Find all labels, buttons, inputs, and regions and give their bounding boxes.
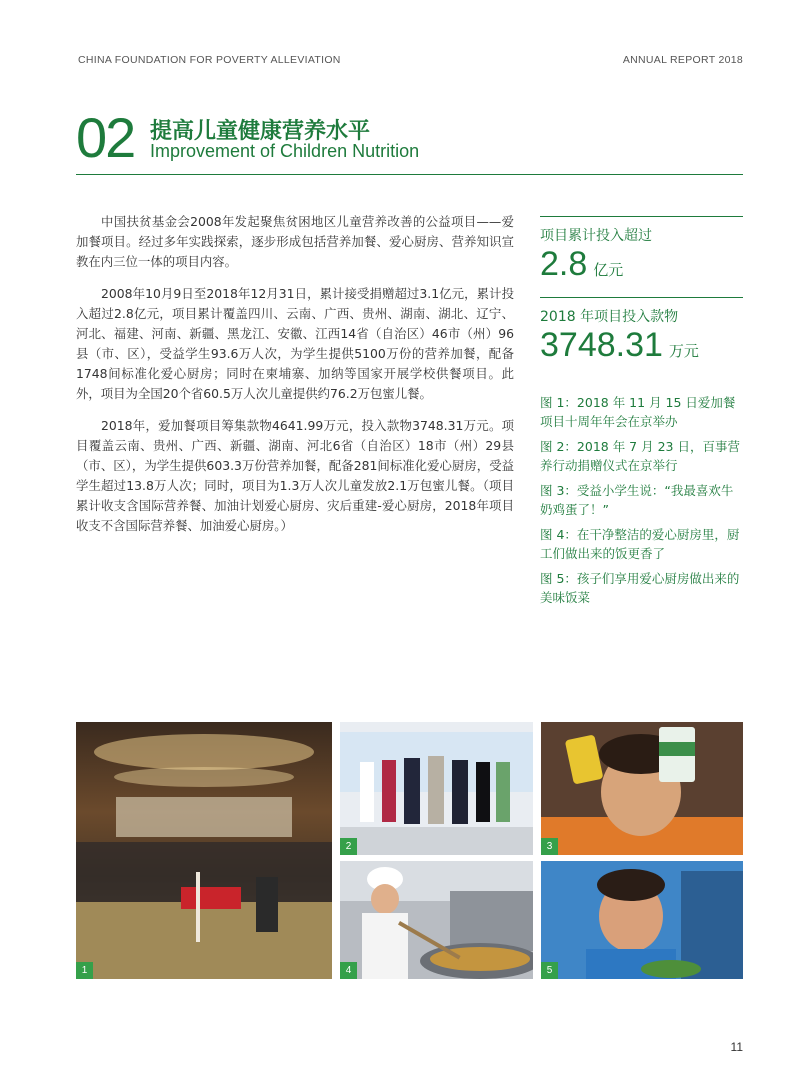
title-divider: [76, 174, 743, 175]
header-organization: CHINA FOUNDATION FOR POVERTY ALLEVIATION: [78, 54, 341, 66]
paragraph-cumulative: 2008年10月9日至2018年12月31日，累计接受捐赠超过3.1亿元，累计投入超过2.8亿元，项目累计覆盖四川、云南、广西、贵州、湖南、湖北、辽宁、河北、福建、河南、新疆、黑龙江、安徽、江西14省（自治区）46市（州）96县（市、区），受益学生93.6万人次，为学生提供5100万份的营养加餐，配备1748间标准化爱心厨房；同时在柬埔寨、加纳等国家开展学校供餐项目。此外，项目为全国20个省60.5万人次儿童提供约76.2万包蜜儿餐。: [76, 286, 514, 401]
stat-value: 2.8: [540, 245, 588, 283]
section-title-cn: 提高儿童健康营养水平: [150, 119, 371, 144]
caption-1: 图 1：2018 年 11 月 15 日爱加餐项目十周年年会在京举办: [540, 395, 736, 429]
caption-4: 图 4：在干净整洁的爱心厨房里，厨工们做出来的饭更香了: [540, 527, 740, 561]
stat-divider: [540, 297, 743, 298]
photo-number-badge: 4: [340, 962, 357, 979]
photo-5-image: [541, 861, 743, 979]
section-title-en: Improvement of Children Nutrition: [150, 141, 420, 161]
photo-captions: [540, 393, 743, 613]
photo-2-image: [340, 722, 533, 855]
body-text: [76, 212, 514, 548]
stat-value: 3748.31: [540, 326, 663, 364]
stat-unit: 万元: [668, 342, 699, 360]
photo-anniversary-event: [76, 722, 332, 979]
stat-block-cumulative: [540, 216, 743, 284]
photo-number-badge: 1: [76, 962, 93, 979]
photo-number-badge: 2: [340, 838, 357, 855]
photo-4-image: [340, 861, 533, 979]
photo-donation-ceremony: [340, 722, 533, 855]
photo-1-image: [76, 722, 332, 979]
caption-2: 图 2：2018 年 7 月 23 日，百事营养行动捐赠仪式在京举行: [540, 439, 740, 473]
page-number: 11: [730, 1040, 743, 1054]
stat-label: 项目累计投入超过: [540, 228, 652, 244]
stat-value-row: [540, 245, 743, 284]
photo-number-badge: 3: [541, 838, 558, 855]
stat-value-row: [540, 326, 743, 365]
stat-unit: 亿元: [593, 261, 624, 279]
section-number: 02: [76, 106, 135, 169]
photo-kitchen-cook: [340, 861, 533, 979]
stat-block-2018: [540, 297, 743, 365]
caption-5: 图 5：孩子们享用爱心厨房做出来的美味饭菜: [540, 571, 740, 605]
paragraph-2018: 2018年，爱加餐项目筹集款物4641.99万元，投入款物3748.31万元。项目覆盖云南、贵州、广西、新疆、湖南、河北6省（自治区）18市（州）29县（市、区），为学生提供603.3万份营养加餐，配备281间标准化爱心厨房，受益学生超过13.8万人次；同时，项目为1.3万人次儿童发放2.1万包蜜儿餐。（项目累计收支含国际营养餐、加油计划爱心厨房、灾后重建-爱心厨房，2018年项目收支不含国际营养餐、加油爱心厨房。）: [76, 418, 514, 533]
photo-3-image: [541, 722, 743, 855]
stat-divider: [540, 216, 743, 217]
stat-label: 2018 年项目投入款物: [540, 309, 679, 325]
photo-number-badge: 5: [541, 962, 558, 979]
header-report-title: ANNUAL REPORT 2018: [622, 54, 743, 66]
caption-3: 图 3：受益小学生说：“我最喜欢牛奶鸡蛋了！”: [540, 483, 734, 517]
paragraph-intro: 中国扶贫基金会2008年发起聚焦贫困地区儿童营养改善的公益项目——爱加餐项目。经过多年实践探索，逐步形成包括营养加餐、爱心厨房、营养知识宣教在内三位一体的项目内容。: [76, 214, 514, 269]
photo-child-milk: [541, 722, 743, 855]
photo-child-eating: [541, 861, 743, 979]
